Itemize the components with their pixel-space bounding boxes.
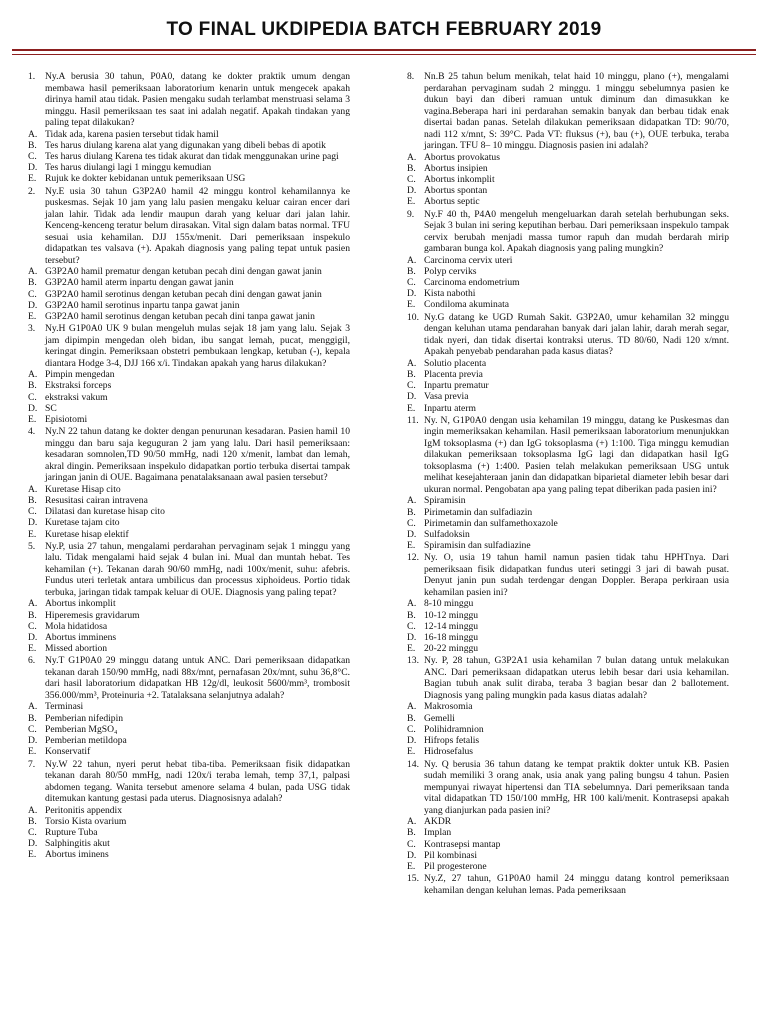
option-letter: E. bbox=[28, 173, 37, 185]
option-letter: D. bbox=[28, 838, 38, 850]
option-letter: A. bbox=[28, 598, 38, 610]
option-text: Implan bbox=[424, 827, 452, 839]
answer-option bbox=[407, 518, 729, 529]
option-text: 12-14 minggu bbox=[424, 620, 479, 632]
option-letter: A. bbox=[407, 701, 417, 713]
answer-option bbox=[407, 266, 729, 277]
option-text: Sulfadoksin bbox=[424, 528, 470, 540]
option-letter: D. bbox=[407, 632, 417, 644]
question-text: Ny.H G1P0A0 UK 9 bulan mengeluh mulas sejak 18 jam yang lalu. Sejak 3 jam dipimpin mengedan oleh bidan, ibu sangat lemah, pucat, menggigil, keringat dingin. Pemeriksaan obstetri pembukaan lengkap, ketuban (-), kepala diantara Hodge 3-4, DJJ 166 x/i. Tindakan apakah yang harus dilakukan? bbox=[45, 323, 350, 369]
option-letter: A. bbox=[28, 483, 38, 495]
option-letter: E. bbox=[407, 746, 416, 758]
answer-option bbox=[28, 632, 350, 643]
option-text: Tes harus diulangi lagi 1 minggu kemudian bbox=[45, 162, 212, 174]
option-letter: E. bbox=[28, 528, 37, 540]
option-letter: C. bbox=[28, 150, 37, 162]
option-letter: A. bbox=[407, 151, 417, 163]
answer-option bbox=[28, 151, 350, 162]
option-text: Abortus provokatus bbox=[424, 151, 500, 163]
question-stem bbox=[407, 312, 729, 358]
option-text: Spiramisin dan sulfadiazine bbox=[424, 540, 531, 552]
option-letter: D. bbox=[407, 288, 417, 300]
question-text: Ny.N 22 tahun datang ke dokter dengan penurunan kesadaran. Pasien hamil 10 minggu dan baru saja keguguran 2 jam yang lalu. Dari hasil pemeriksaan: kesadaran somnolen,TD 90/50 mmHg, nadi 120 x/menit, lambat dan lemah, akral dingin. Pemeriksaan inspekulo didapatkan portio terbuka disertai tampak jaringan janin di OUE. Bagaimana penatalaksanaan awal pasien tersebut? bbox=[45, 426, 350, 484]
question-stem bbox=[28, 323, 350, 369]
answer-option bbox=[28, 805, 350, 816]
option-text: SC bbox=[45, 402, 57, 414]
answer-option bbox=[407, 540, 729, 551]
question-number: 8. bbox=[407, 71, 415, 82]
answer-option bbox=[28, 369, 350, 380]
option-letter: E. bbox=[28, 746, 37, 758]
answer-option bbox=[28, 838, 350, 849]
question-item bbox=[28, 759, 350, 861]
option-text: Konservatif bbox=[45, 746, 91, 758]
answer-option bbox=[28, 392, 350, 403]
option-letter: D. bbox=[407, 185, 417, 197]
answer-option bbox=[407, 816, 729, 827]
question-item bbox=[28, 655, 350, 757]
answer-option bbox=[28, 816, 350, 827]
option-letter: B. bbox=[407, 265, 416, 277]
answer-option bbox=[28, 380, 350, 391]
question-number: 11. bbox=[407, 414, 419, 426]
option-text: Kontrasepsi mantap bbox=[424, 838, 501, 850]
question-stem bbox=[28, 759, 350, 805]
option-letter: B. bbox=[407, 506, 416, 518]
answer-option bbox=[407, 610, 729, 621]
option-text: 16-18 minggu bbox=[424, 632, 479, 644]
question-item bbox=[28, 541, 350, 655]
option-text: Carcinoma endometrium bbox=[424, 277, 520, 289]
option-text: Kuretase Hisap cito bbox=[45, 483, 121, 495]
option-text: Abortus inkomplit bbox=[424, 173, 495, 185]
question-text: Ny.T G1P0A0 29 minggu datang untuk ANC. Dari pemeriksaan didapatkan tekanan darah 150/90 mmHg, nadi 88x/mnt, pernafasan 20x/mnt, suhu 36,8°C. dari hasil laboratorium didapatkan HB 12g/dl, leukosit 5600/mm³, trombosit 356.000/mm³, Proteinuria +2. Tatalaksana selanjutnya adalah? bbox=[45, 655, 350, 701]
question-text: Ny.P, usia 27 tahun, mengalami perdarahan pervaginam sejak 1 minggu yang lalu. Tidak mengalami haid sejak 4 bulan ini. Mual dan muntah hebat. Tes kehamilan (+). Tekanan darah 90/60 mmHg, nadi 100x/menit, suhu: afebris. Fundus uteri terletak antara umbilicus dan processus xiphoideus. Portio tidak terbuka, jaringan tidak tampak keluar di OUE. Diagnosis yang paling tepat? bbox=[45, 540, 350, 598]
option-letter: D. bbox=[28, 402, 38, 414]
option-text: 20-22 minggu bbox=[424, 643, 479, 655]
question-text: Ny. Q berusia 36 tahun datang ke tempat praktik dokter untuk KB. Pasien sudah memiliki 3 orang anak, usia anak yang paling bungsu 4 tahun. Pasien mempunyai riwayat hipertensi dan TIA sebelumnya. Dari pemeriksaan tanda vital didapatkan TD 150/100 mmHg, HR 100 kali/menit. Kontrasepsi apakah yang dianjurkan pada pasien ini? bbox=[424, 758, 729, 816]
option-text: Hiperemesis gravidarum bbox=[45, 609, 140, 621]
answer-option bbox=[28, 414, 350, 425]
option-letter: C. bbox=[407, 620, 416, 632]
option-text: Terminasi bbox=[45, 701, 84, 713]
question-item bbox=[407, 655, 729, 757]
option-letter: B. bbox=[28, 495, 37, 506]
answer-option bbox=[28, 173, 350, 184]
answer-option bbox=[407, 621, 729, 632]
answer-option bbox=[407, 839, 729, 850]
option-letter: A. bbox=[407, 816, 417, 828]
answer-option bbox=[28, 140, 350, 151]
option-text: Dilatasi dan kuretase hisap cito bbox=[45, 506, 165, 518]
question-text: Ny.Z, 27 tahun, G1P0A0 hamil 24 minggu datang kontrol pemeriksaan kehamilan dengan keluhan lemas. Pada pemeriksaan bbox=[424, 873, 729, 896]
option-letter: E. bbox=[407, 540, 416, 552]
answer-option bbox=[28, 266, 350, 277]
option-letter: C. bbox=[28, 723, 37, 735]
option-letter: B. bbox=[28, 815, 37, 827]
question-item bbox=[407, 552, 729, 654]
answer-option bbox=[407, 358, 729, 369]
answer-option bbox=[407, 288, 729, 299]
answer-option bbox=[407, 643, 729, 654]
answer-option bbox=[28, 827, 350, 838]
answer-option bbox=[407, 380, 729, 391]
option-letter: C. bbox=[407, 723, 416, 735]
option-letter: C. bbox=[28, 288, 37, 300]
answer-option bbox=[28, 300, 350, 311]
question-number: 3. bbox=[28, 323, 36, 335]
question-stem bbox=[407, 71, 729, 152]
option-text: Abortus imminens bbox=[45, 632, 117, 644]
option-text: Condiloma akuminata bbox=[424, 299, 509, 311]
option-letter: D. bbox=[407, 391, 417, 403]
option-text: Tidak ada, karena pasien tersebut tidak hamil bbox=[45, 128, 219, 140]
answer-option bbox=[28, 621, 350, 632]
option-letter: D. bbox=[407, 849, 417, 861]
option-letter: B. bbox=[28, 712, 37, 724]
question-stem bbox=[407, 759, 729, 817]
option-letter: C. bbox=[407, 380, 416, 392]
option-letter: B. bbox=[407, 609, 416, 621]
question-text: Ny.G datang ke UGD Rumah Sakit. G3P2A0, umur kehamilan 32 minggu dengan keluhan utama pendarahan banyak dari jalan lahir, darah merah segar, tidak nyeri, dan tidak disertai kontraksi uterus. TD 80/60, Nadi 120 x/mnt. Apakah penyebab pendarahan pada kasus diatas? bbox=[424, 311, 729, 358]
option-text: G3P2A0 hamil serotinus inpartu tanpa gawat janin bbox=[45, 299, 240, 311]
option-letter: C. bbox=[28, 391, 37, 403]
option-text: 10-12 minggu bbox=[424, 609, 479, 621]
answer-option bbox=[28, 277, 350, 288]
option-letter: B. bbox=[407, 368, 416, 380]
option-letter: D. bbox=[407, 528, 417, 540]
option-letter: C. bbox=[28, 827, 37, 838]
option-letter: B. bbox=[28, 609, 37, 621]
option-text: Mola hidatidosa bbox=[45, 620, 108, 632]
question-text: Ny.E usia 30 tahun G3P2A0 hamil 42 minggu kontrol kehamilannya ke puskesmas. Sejak 10 jam yang lalu pasien mengaku keluar cairan encer dari jalan lahir. Tidak ada lendir maupun darah yang keluar dari jalan lahir. Kenceng-kenceng teratur belum dirasakan. Vital sign dalam batas normal. TFU sesuai usia kehamilan. DJJ 155x/menit. Dari pemeriksaan inspekulo didapatkan tes valsava (+). Apakah diagnosis yang paling tepat untuk pasien tersebut? bbox=[45, 185, 350, 266]
question-number: 7. bbox=[28, 758, 36, 770]
answer-option bbox=[407, 861, 729, 872]
question-stem bbox=[407, 552, 729, 598]
answer-option bbox=[407, 529, 729, 540]
question-stem bbox=[28, 426, 350, 484]
option-letter: C. bbox=[407, 517, 416, 529]
question-number: 13. bbox=[407, 655, 419, 667]
answer-option bbox=[28, 289, 350, 300]
question-item bbox=[407, 873, 729, 896]
answer-option bbox=[407, 701, 729, 712]
question-text: Ny.W 22 tahun, nyeri perut hebat tiba-tiba. Pemeriksaan fisik didapatkan tekanan darah 80/50 mmHg, nadi 120x/i teraba lemah, temp 37,1, palpasi abdomen tegang. Wanita tersebut amenore selama 4 bulan, pada USG tidak ditemukan kantung gestasi pada uterus. Diagnosisnya adalah? bbox=[45, 758, 350, 805]
option-letter: E. bbox=[28, 849, 37, 861]
option-letter: B. bbox=[407, 162, 416, 174]
option-text: Hifrops fetalis bbox=[424, 735, 480, 747]
question-item bbox=[28, 323, 350, 425]
option-text: ekstraksi vakum bbox=[45, 391, 108, 403]
option-text: Pemberian metildopa bbox=[45, 735, 127, 747]
answer-option bbox=[407, 152, 729, 163]
answer-option bbox=[28, 495, 350, 506]
question-item bbox=[28, 71, 350, 185]
answer-option bbox=[407, 598, 729, 609]
option-letter: A. bbox=[407, 357, 417, 369]
option-text: G3P2A0 hamil aterm inpartu dengan gawat janin bbox=[45, 277, 234, 289]
question-item bbox=[407, 209, 729, 311]
question-text: Nn.B 25 tahun belum menikah, telat haid 10 minggu, plano (+), mengalami perdarahan pervaginam sudah 2 minggu. 1 minggu sebelumnya pasien ke dukun bayi dan diberi ramuan untuk diminum dan dimasukkan ke vagina.Beberapa hari ini perdarahan semakin banyak dan berbau tidak enak disertai badan panas. Setelah dilakukan pemeriksaan didapatkan TD: 90/70, nadi 112 x/mnt, S: 39°C. Pada VT: fluksus (+), bau (+), OUE terbuka, teraba jaringan. TFU 8– 10 minggu. Diagnosis pasien ini adalah? bbox=[424, 71, 729, 151]
answer-option bbox=[28, 713, 350, 724]
option-letter: B. bbox=[28, 139, 37, 151]
question-number: 4. bbox=[28, 426, 36, 438]
question-number: 14. bbox=[407, 758, 419, 770]
question-item bbox=[407, 71, 729, 208]
option-letter: D. bbox=[28, 299, 38, 311]
question-text: Ny.F 40 th, P4A0 mengeluh mengeluarkan darah setelah berhubungan seks. Sejak 3 bulan ini sering keputihan berbau. Dari pemeriksaan inspekulo tampak cervix berubah menjadi massa tumor rapuh dan mudah berdarah mirip gambaran bunga kol. Apakah diagnosis yang paling mungkin? bbox=[424, 208, 729, 255]
option-text: Tes harus diulang Karena tes tidak akurat dan tidak menggunakan urine pagi bbox=[45, 150, 339, 162]
answer-option bbox=[407, 495, 729, 506]
option-text: Kuretase hisap elektif bbox=[45, 528, 129, 540]
right-column bbox=[407, 70, 729, 896]
option-letter: B. bbox=[407, 712, 416, 724]
option-text: Spiramisin bbox=[424, 495, 466, 507]
question-text: Ny. O, usia 19 tahun hamil namun pasien tidak tahu HPHTnya. Dari pemeriksaan fisik didapatkan fundus uteri setinggi 3 jari di bawah pusat. Denyut janin pun sudah terdengar dengan Doppler. Berapa perkiraan usia kehamilan pasien ini? bbox=[424, 552, 729, 598]
option-text: Inpartu aterm bbox=[424, 402, 476, 414]
page-header bbox=[0, 0, 768, 41]
question-number: 1. bbox=[28, 71, 36, 82]
option-letter: E. bbox=[28, 310, 37, 322]
option-text: Pil progesterone bbox=[424, 860, 487, 872]
option-text: Ekstraksi forceps bbox=[45, 380, 112, 392]
answer-option bbox=[28, 162, 350, 173]
answer-option bbox=[28, 610, 350, 621]
answer-option bbox=[407, 174, 729, 185]
question-text: Ny. P, 28 tahun, G3P2A1 usia kehamilan 7 bulan datang untuk melakukan ANC. Dari pemeriksaan didapatkan uterus lebih besar dari usia kehamilan. Bagian tubuh anak sulit diraba, teraba 3 bagian besar dan 2 ballotement. Diagnosis yang paling mungkin pada kasus diatas adalah? bbox=[424, 655, 729, 701]
question-item bbox=[28, 426, 350, 540]
option-letter: A. bbox=[28, 369, 38, 381]
option-letter: A. bbox=[407, 598, 417, 610]
answer-option bbox=[407, 391, 729, 402]
option-text: Placenta previa bbox=[424, 368, 483, 380]
answer-option bbox=[407, 185, 729, 196]
option-letter: E. bbox=[407, 402, 416, 414]
option-text: Rujuk ke dokter kebidanan untuk pemeriksaan USG bbox=[45, 173, 246, 185]
option-letter: D. bbox=[28, 517, 38, 529]
option-letter: A. bbox=[28, 701, 38, 713]
option-letter: A. bbox=[28, 266, 38, 278]
option-letter: D. bbox=[28, 632, 38, 644]
answer-option bbox=[407, 369, 729, 380]
option-text: Pirimetamin dan sulfadiazin bbox=[424, 506, 533, 518]
option-letter: E. bbox=[407, 299, 416, 311]
question-number: 5. bbox=[28, 540, 36, 552]
option-text: Carcinoma cervix uteri bbox=[424, 254, 513, 266]
option-letter: B. bbox=[407, 827, 416, 839]
answer-option bbox=[28, 311, 350, 322]
option-letter: A. bbox=[28, 128, 38, 140]
question-item bbox=[407, 312, 729, 414]
option-letter: C. bbox=[28, 506, 37, 518]
question-item bbox=[28, 186, 350, 323]
option-text: Pil kombinasi bbox=[424, 849, 478, 861]
answer-option bbox=[407, 827, 729, 838]
option-text: Pemberian MgSO₄ bbox=[45, 723, 118, 735]
option-letter: B. bbox=[28, 380, 37, 392]
question-number: 15. bbox=[407, 873, 419, 885]
title-divider bbox=[12, 49, 756, 51]
question-number: 2. bbox=[28, 185, 36, 197]
option-text: Polyp cerviks bbox=[424, 265, 477, 277]
answer-option bbox=[28, 643, 350, 654]
option-letter: E. bbox=[407, 643, 416, 655]
option-text: Kuretase tajam cito bbox=[45, 517, 120, 529]
question-text: Ny. N, G1P0A0 dengan usia kehamilan 19 minggu, datang ke Puskesmas dan ingin memeriksakan kehamilan. Hasil pemeriksaan laboratorium menunjukkan IgM toksoplasma (+) dan IgG toksoplasma (+) 1:100. Tiga minggu kemudian dilakukan pemeriksaan toksoplasma IgG lagi dan didapatkan hasil IgG toksoplasma (+) 1:400. Pasien telah melakukan pemeriksaan USG untuk melihat kesejahteraan janin dan didapatkan biparietal diameter lebih besar dari ukuran normal. Pengobatan apa yang paling tepat diberikan pada pasien ini? bbox=[424, 414, 729, 495]
option-letter: C. bbox=[407, 838, 416, 850]
option-letter: E. bbox=[407, 196, 416, 208]
option-letter: D. bbox=[28, 735, 38, 747]
page-title: TO FINAL UKDIPEDIA BATCH FEBRUARY 2019 bbox=[166, 19, 602, 40]
option-text: Abortus septic bbox=[424, 196, 480, 208]
option-text: Tes harus diulang karena alat yang digunakan yang dibeli bebas di apotik bbox=[45, 139, 326, 151]
question-stem bbox=[28, 541, 350, 599]
option-text: Inpartu prematur bbox=[424, 380, 489, 392]
answer-option bbox=[28, 484, 350, 495]
option-letter: C. bbox=[407, 277, 416, 289]
option-text: Kista nabothi bbox=[424, 288, 476, 300]
question-number: 6. bbox=[28, 655, 36, 667]
answer-option bbox=[28, 724, 350, 735]
answer-option bbox=[407, 299, 729, 310]
question-stem bbox=[407, 415, 729, 496]
option-text: Missed abortion bbox=[45, 643, 108, 655]
option-text: Vasa previa bbox=[424, 391, 469, 403]
option-letter: E. bbox=[407, 860, 416, 872]
option-text: Rupture Tuba bbox=[45, 827, 98, 838]
title-divider-thin bbox=[12, 54, 756, 55]
answer-option bbox=[28, 129, 350, 140]
option-text: Torsio Kista ovarium bbox=[45, 815, 127, 827]
option-letter: D. bbox=[28, 162, 38, 174]
answer-option bbox=[407, 196, 729, 207]
answer-option bbox=[407, 632, 729, 643]
option-text: Abortus insipien bbox=[424, 162, 488, 174]
option-text: Episiotomi bbox=[45, 414, 88, 426]
answer-option bbox=[28, 529, 350, 540]
option-letter: E. bbox=[28, 414, 37, 426]
answer-option bbox=[28, 403, 350, 414]
answer-option bbox=[28, 735, 350, 746]
answer-option bbox=[407, 507, 729, 518]
option-text: Polihidramnion bbox=[424, 723, 484, 735]
answer-option bbox=[28, 517, 350, 528]
left-column bbox=[28, 70, 350, 861]
answer-option bbox=[407, 735, 729, 746]
question-stem bbox=[407, 209, 729, 255]
answer-option bbox=[407, 724, 729, 735]
option-text: G3P2A0 hamil prematur dengan ketuban pecah dini dengan gawat janin bbox=[45, 266, 322, 278]
option-text: Hidrosefalus bbox=[424, 746, 474, 758]
answer-option bbox=[407, 850, 729, 861]
answer-option bbox=[28, 849, 350, 860]
option-text: Gemelli bbox=[424, 712, 455, 724]
option-text: Makrosomia bbox=[424, 701, 473, 713]
option-text: Pimpin mengedan bbox=[45, 369, 115, 381]
option-letter: A. bbox=[407, 254, 417, 266]
answer-option bbox=[407, 746, 729, 757]
option-letter: E. bbox=[28, 643, 37, 655]
option-text: Abortus iminens bbox=[45, 849, 109, 861]
question-stem bbox=[28, 655, 350, 701]
question-item bbox=[407, 759, 729, 873]
option-text: Solutio placenta bbox=[424, 357, 487, 369]
answer-option bbox=[407, 163, 729, 174]
option-text: Peritonitis appendix bbox=[45, 804, 123, 816]
option-text: Abortus spontan bbox=[424, 185, 488, 197]
option-text: Salphingitis akut bbox=[45, 838, 110, 850]
answer-option bbox=[407, 277, 729, 288]
answer-option bbox=[28, 701, 350, 712]
question-number: 9. bbox=[407, 208, 415, 220]
answer-option bbox=[28, 746, 350, 757]
option-text: Abortus inkomplit bbox=[45, 598, 116, 610]
option-letter: A. bbox=[407, 495, 417, 507]
option-text: Pemberian nifedipin bbox=[45, 712, 124, 724]
question-number: 10. bbox=[407, 311, 419, 323]
option-letter: D. bbox=[407, 735, 417, 747]
question-stem bbox=[407, 655, 729, 701]
answer-option bbox=[28, 506, 350, 517]
option-letter: C. bbox=[407, 173, 416, 185]
answer-option bbox=[407, 255, 729, 266]
question-text: Ny.A berusia 30 tahun, P0A0, datang ke dokter praktik umum dengan membawa hasil pemeriksaan laboratorium kenarin untuk mengecek apakah dirinya hamil atau tidak. Pasien mengaku sudah terlambat menstruasi selama 3 minggu. Hasil pemeriksaan tes saat ini adalah negatif. Apakah tindakan yang paling tepat dilakukan? bbox=[45, 71, 350, 128]
option-text: Pirimetamin dan sulfamethoxazole bbox=[424, 517, 558, 529]
question-stem bbox=[28, 186, 350, 267]
option-text: 8-10 minggu bbox=[424, 598, 474, 610]
question-stem bbox=[407, 873, 729, 896]
answer-option bbox=[407, 403, 729, 414]
question-item bbox=[407, 415, 729, 552]
option-text: AKDR bbox=[424, 816, 452, 828]
answer-option bbox=[28, 598, 350, 609]
option-text: G3P2A0 hamil serotinus dengan ketuban pecah dini dengan gawat janin bbox=[45, 288, 322, 300]
option-text: G3P2A0 hamil serotinus dengan ketuban pecah dini tanpa gawat janin bbox=[45, 310, 315, 322]
question-stem bbox=[28, 71, 350, 129]
option-letter: A. bbox=[28, 804, 38, 816]
answer-option bbox=[407, 713, 729, 724]
question-number: 12. bbox=[407, 552, 419, 564]
option-text: Resusitasi cairan intravena bbox=[45, 495, 148, 506]
option-letter: B. bbox=[28, 277, 37, 289]
option-letter: C. bbox=[28, 620, 37, 632]
